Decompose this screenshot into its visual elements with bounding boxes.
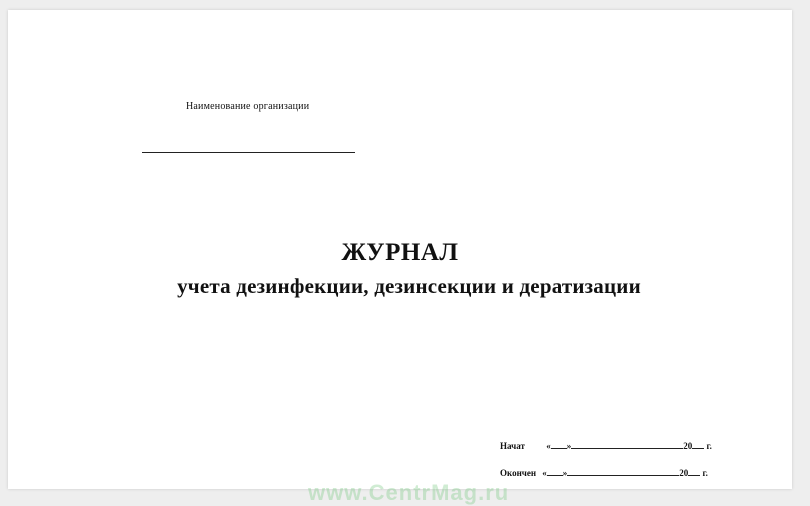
end-date-label: Окончен	[500, 468, 537, 478]
document-title: ЖУРНАЛ	[341, 239, 459, 266]
start-date-row	[500, 439, 712, 451]
end-year-suffix: г.	[702, 468, 708, 478]
start-year-suffix: г.	[706, 441, 712, 451]
end-quote-close: »	[562, 468, 568, 478]
end-month-field	[567, 466, 679, 476]
start-quote-open: «	[546, 441, 551, 451]
start-month-field	[571, 439, 683, 449]
document-page	[8, 10, 792, 505]
start-year-prefix: 20	[683, 441, 693, 451]
end-year-field	[688, 466, 700, 476]
document-subtitle: учета дезинфекции, дезинсекции и дератизации	[177, 274, 641, 298]
start-year-field	[692, 439, 704, 449]
end-day-field	[547, 466, 563, 476]
end-quote-open: «	[542, 468, 547, 478]
watermark: www.CentrMag.ru	[308, 480, 510, 505]
start-quote-close: »	[566, 441, 572, 451]
start-date-label: Начат	[500, 441, 525, 451]
organization-label: Наименование организации	[186, 101, 310, 112]
end-year-prefix: 20	[679, 468, 689, 478]
start-day-field	[551, 439, 567, 449]
organization-name-line	[142, 152, 355, 153]
end-date-row	[500, 466, 708, 478]
